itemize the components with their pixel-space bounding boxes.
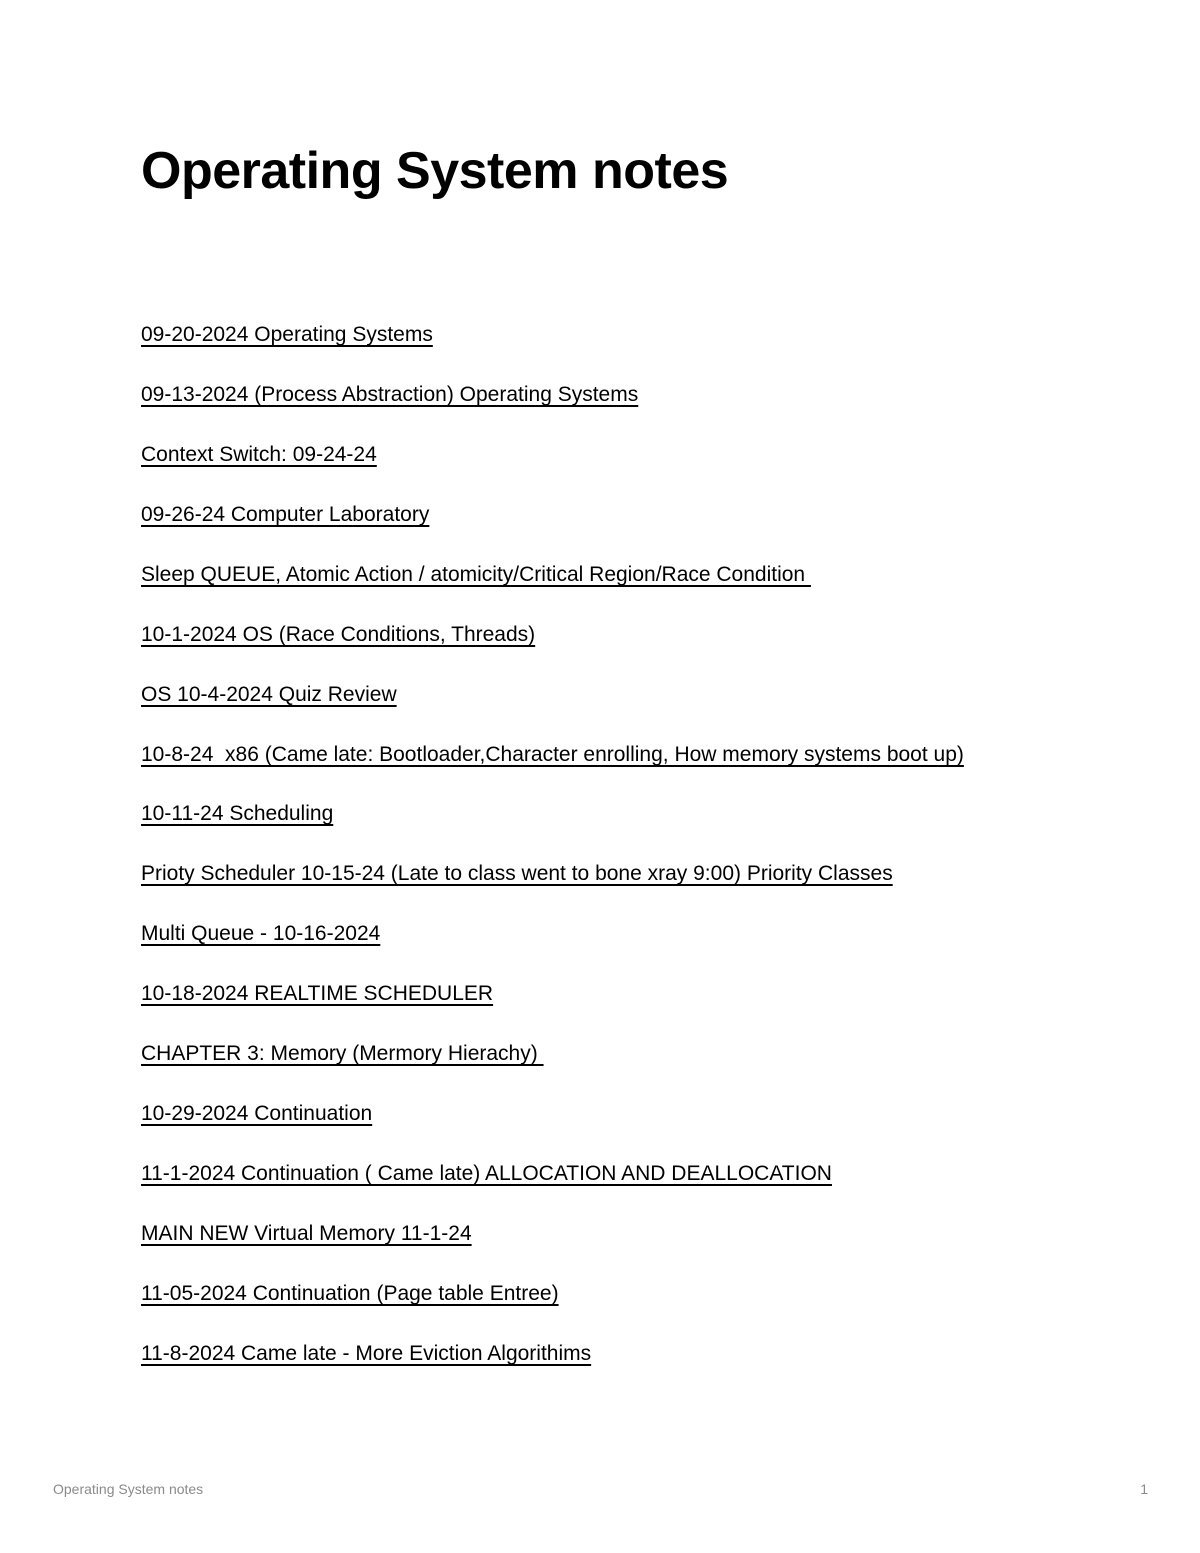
list-item	[141, 1101, 1061, 1127]
list-item	[141, 801, 1061, 827]
note-link[interactable]: 09-20-2024 Operating Systems	[141, 323, 433, 346]
note-link[interactable]: 09-13-2024 (Process Abstraction) Operating Systems	[141, 383, 639, 406]
note-link[interactable]: 10-11-24 Scheduling	[141, 802, 334, 825]
footer-document-title: Operating System notes	[53, 1481, 204, 1497]
list-item	[141, 1281, 1061, 1307]
list-item	[141, 442, 1061, 468]
list-item	[141, 861, 1061, 887]
note-link[interactable]: Multi Queue - 10-16-2024	[141, 922, 381, 945]
note-link[interactable]: 09-26-24 Computer Laboratory	[141, 503, 430, 526]
note-link[interactable]: OS 10-4-2024 Quiz Review	[141, 683, 397, 706]
list-item	[141, 921, 1061, 947]
note-link[interactable]: 11-1-2024 Continuation ( Came late) ALLOCATION AND DEALLOCATION	[141, 1162, 832, 1185]
note-link[interactable]: 11-05-2024 Continuation (Page table Entree)	[141, 1282, 559, 1305]
list-item	[141, 742, 1061, 768]
note-link[interactable]: 10-1-2024 OS (Race Conditions, Threads)	[141, 623, 536, 646]
list-item	[141, 682, 1061, 708]
note-link[interactable]: 10-29-2024 Continuation	[141, 1102, 373, 1125]
list-item	[141, 1221, 1061, 1247]
note-link[interactable]: 11-8-2024 Came late - More Eviction Algorithims	[141, 1342, 592, 1365]
page-title: Operating System notes	[141, 142, 729, 200]
list-item	[141, 981, 1061, 1007]
list-item	[141, 1161, 1061, 1187]
note-link[interactable]: CHAPTER 3: Memory (Mermory Hierachy)	[141, 1042, 544, 1065]
note-link[interactable]: 10-18-2024 REALTIME SCHEDULER	[141, 982, 494, 1005]
list-item	[141, 322, 1061, 348]
list-item	[141, 382, 1061, 408]
list-item	[141, 1041, 1061, 1067]
notes-link-list	[141, 322, 1061, 1401]
note-link[interactable]: Context Switch: 09-24-24	[141, 443, 377, 466]
list-item	[141, 502, 1061, 528]
list-item	[141, 1341, 1061, 1367]
note-link[interactable]: Sleep QUEUE, Atomic Action / atomicity/Critical Region/Race Condition	[141, 563, 811, 586]
note-link[interactable]: Prioty Scheduler 10-15-24 (Late to class went to bone xray 9:00) Priority Classes	[141, 862, 893, 885]
list-item	[141, 562, 1061, 588]
note-link[interactable]: MAIN NEW Virtual Memory 11-1-24	[141, 1222, 472, 1245]
footer-page-number: 1	[1140, 1481, 1148, 1497]
note-link[interactable]: 10-8-24 x86 (Came late: Bootloader,Character enrolling, How memory systems boot up)	[141, 743, 964, 766]
list-item	[141, 622, 1061, 648]
